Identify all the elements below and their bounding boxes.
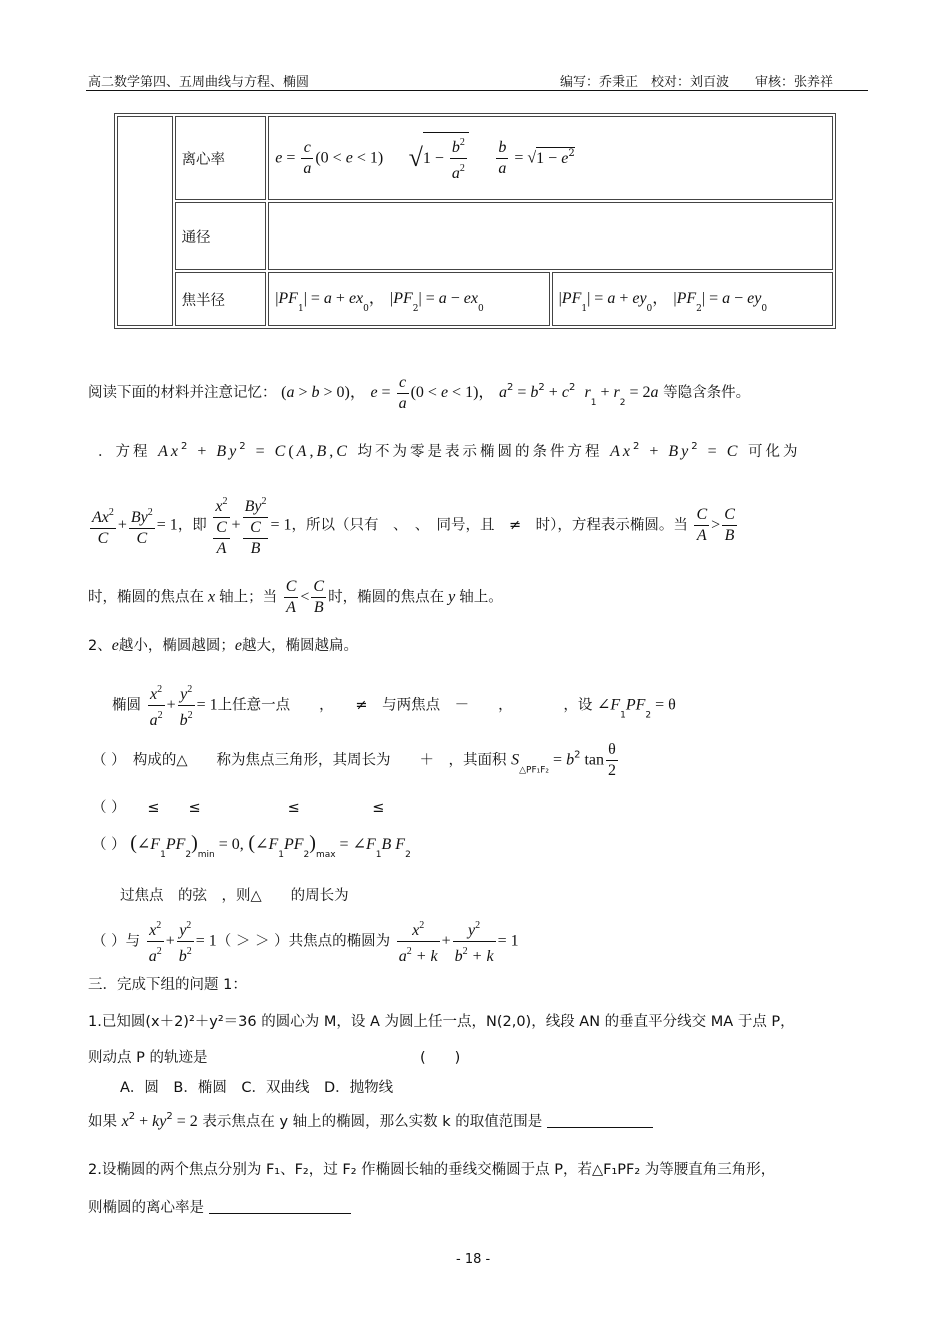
question-2-line-2 bbox=[88, 1196, 351, 1217]
ellipse-property-table bbox=[114, 113, 836, 329]
general-equation-line: ．方程 $Ax^2 + By^2 = C(A,B,C$ 均不为零是表示椭圆的条件方程 $Ax^2 + By^2 = C$ 可化为 bbox=[98, 441, 801, 460]
focal-triangle-intro: 椭圆 $\frac{x^2}{a^2}$ + $\frac{y^2}{b^2}$ = 1上任意一点 ， ≠ 与两焦点 － ， ，设 $\angle F_1PF_2 = \theta$ bbox=[112, 680, 676, 731]
q2-b: 表示焦点在 y 轴上的椭圆，那么实数 k 的取值范围是 bbox=[202, 1114, 543, 1130]
question-k-range: 如果 $x^2 + ky^2 = 2$ 表示焦点在 y 轴上的椭圆，那么实数 k 的取值范围是 bbox=[88, 1110, 653, 1131]
row-label: 离心率 bbox=[175, 116, 267, 200]
tri-5b: （ ＞ ＞ ）共焦点的椭圆为 bbox=[216, 933, 391, 950]
answer-blank[interactable] bbox=[209, 1197, 351, 1214]
header-rule bbox=[86, 90, 868, 91]
latus-rectum-cell bbox=[268, 202, 833, 270]
q1-b: 则动点 P 的轨迹是 bbox=[88, 1050, 208, 1066]
eq-label: ．方程 bbox=[98, 444, 151, 460]
item-number: 2、 bbox=[88, 638, 112, 654]
normalized-equation-line: $\frac{Ax^2}{C}$ + $\frac{By^2}{C}$ = 1，即 $x^2$ C A + $By^2$ C B = 1，所以（只有 、 、 同号，且 ≠ 时），方程表示椭圆。当 $\frac{C}{A}$ > $\frac{C}{B}$ bbox=[88, 492, 739, 559]
focus-position-line: 时，椭圆的焦点在 x 轴上；当 $\frac{C}{A}$ < $\frac{C}{B}$ 时，椭圆的焦点在 y 轴上。 bbox=[88, 578, 503, 616]
eq-cond: 均不为零 bbox=[357, 444, 428, 460]
header-right: 编写：乔秉正 校对：刘百波 审核：张养祥 bbox=[560, 75, 834, 90]
tri-b: 上任意一点 ， ≠ 与两焦点 － ， ，设 bbox=[217, 697, 593, 714]
hidden-conditions: 等隐含条件。 bbox=[663, 385, 751, 401]
table-row bbox=[117, 202, 833, 270]
section-3-heading: 三．完成下组的问题 1： bbox=[88, 977, 247, 993]
blank-cell bbox=[117, 116, 173, 326]
tri-3: （ ） bbox=[92, 837, 126, 853]
item-2: 2、e越小，椭圆越圆；e越大，椭圆越扁。 bbox=[88, 637, 358, 654]
eccentricity-formula: e = $\frac{c}{a}$ (0 < e < 1) √1 − $\frac{b^2}{a^2}$ $\frac{b}{a}$ = $√1 - e^2$ bbox=[268, 116, 833, 200]
focal-triangle-3: （ ） $(\angle F_1PF_2)_{min} = 0$, $(\angle F_1PF_2)_{max}$ = $\angle F_1B$ $F_2$ bbox=[92, 832, 411, 860]
q2-a: 如果 bbox=[88, 1114, 117, 1130]
eq-cond2: 是表示椭圆的条件方程 bbox=[427, 444, 603, 460]
q3-b: 则椭圆的离心率是 bbox=[88, 1200, 204, 1216]
focal-triangle-2: （ ） ≤ ≤ ≤ ≤ bbox=[92, 800, 385, 816]
reading-line: 阅读下面的材料并注意记忆： (a > b > 0)， e = $\frac{c}{a}$ (0 < e < 1)， $a^2 = b^2 + c^2$ $r_1 + r_2 = 2a$ 等隐含条件。 bbox=[88, 373, 751, 412]
question-1-line-2 bbox=[88, 1046, 461, 1067]
answer-paren: ( ) bbox=[420, 1050, 461, 1066]
question-1-line-1: 1.已知圆(x＋2)²＋y²＝36 的圆心为 M，设 A 为圆上任一点，N(2,0)，线段 AN 的垂直平分线交 MA 于点 P， bbox=[88, 1014, 795, 1030]
eq-cond3: 可化为 bbox=[747, 444, 801, 460]
answer-blank[interactable] bbox=[547, 1111, 653, 1128]
focus-x: 时，椭圆的焦点在 bbox=[88, 589, 204, 606]
focal-radius-x: $|PF_1| = a + ex_0$， $|PF_2| = a - ex_0$ bbox=[268, 272, 549, 326]
tri-5a: （ ）与 bbox=[92, 933, 141, 950]
row-label: 通径 bbox=[175, 202, 267, 270]
focus-x2: 轴上；当 bbox=[219, 589, 278, 606]
focal-triangle-4: 过焦点 的弦 ，则△ 的周长为 bbox=[120, 888, 349, 904]
then-comma: ，即 bbox=[177, 517, 207, 534]
focus-y: 时，椭圆的焦点在 bbox=[328, 589, 445, 606]
item2-b: 越小，椭圆越圆； bbox=[118, 638, 235, 654]
row-label: 焦半径 bbox=[175, 272, 267, 326]
table-row bbox=[117, 116, 833, 200]
table-row bbox=[117, 272, 833, 326]
header-left: 高二数学第四、五周曲线与方程、椭圆 bbox=[88, 75, 310, 90]
question-2-line-1: 2.设椭圆的两个焦点分别为 F₁、F₂，过 F₂ 作椭圆长轴的垂线交椭圆于点 P，若△F₁PF₂ 为等腰直角三角形， bbox=[88, 1162, 776, 1178]
focal-triangle-1: （ ） 构成的△ 称为焦点三角形，其周长为 ＋ ，其面积 $S_{\triangle PF_1F_2} = b^2$ tan $\frac{\theta}{2}$ bbox=[92, 741, 616, 779]
focal-radius-y: $|PF_1| = a + ey_0$， $|PF_2| = a - ey_0$ bbox=[552, 272, 833, 326]
page-number: - 18 - bbox=[456, 1252, 491, 1267]
question-1-options: A．圆 B．椭圆 C．双曲线 D．抛物线 bbox=[120, 1080, 394, 1096]
reading-intro: 阅读下面的材料并注意记忆： bbox=[88, 385, 277, 401]
focal-triangle-5: （ ）与 $\frac{x^2}{a^2}$ + $\frac{y^2}{b^2}$ = 1（ ＞ ＞ ）共焦点的椭圆为 $\frac{x^2}{a^2 + k}$ + $\frac{y^2}{b^2 + k}$ = 1 bbox=[92, 916, 519, 967]
item2-c: 越大，椭圆越扁。 bbox=[241, 638, 358, 654]
tri-1: （ ） 构成的△ 称为焦点三角形，其周长为 ＋ ，其面积 bbox=[92, 752, 507, 769]
tri-a: 椭圆 bbox=[112, 697, 141, 714]
focus-y2: 轴上。 bbox=[459, 589, 503, 606]
only-if: ，所以（只有 、 、 同号，且 ≠ 时），方程表示椭圆。当 bbox=[291, 517, 688, 534]
